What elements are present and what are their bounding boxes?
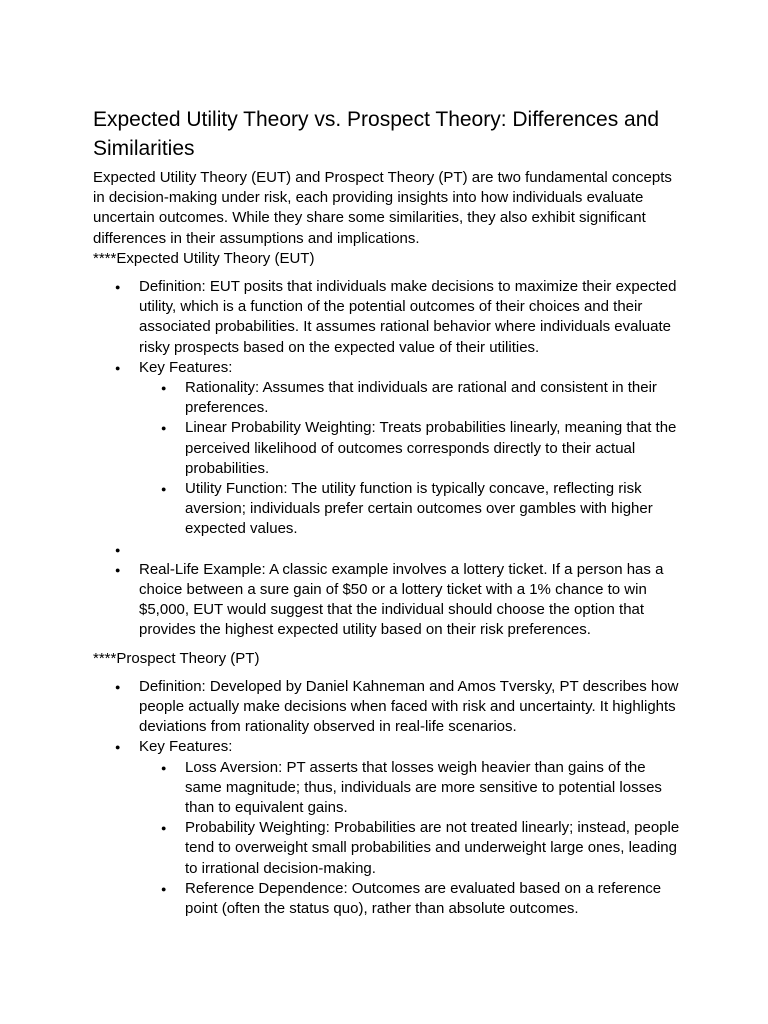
pt-feature-reference-dependence: ● Reference Dependence: Outcomes are evaluated based on a reference point (often the status quo), rather than absolute outcomes.	[139, 879, 683, 919]
eut-features-list	[139, 378, 683, 540]
eut-list	[93, 277, 683, 641]
intro-paragraph: Expected Utility Theory (EUT) and Prospect Theory (PT) are two fundamental concepts in decision-making under risk, each providing insights into how individuals evaluate uncertain outcomes. While they share some similarities, they also exhibit significant differences in their assumptions and implications.	[93, 169, 672, 247]
eut-key-features-label: Key Features:	[139, 358, 233, 376]
pt-key-features-label: Key Features:	[139, 738, 233, 756]
pt-definition: ● Definition: Developed by Daniel Kahneman and Amos Tversky, PT describes how people actually make decisions when faced with risk and uncertainty. It highlights deviations from rationality observed in real-life scenarios.	[93, 677, 683, 738]
eut-feature-rationality: ● Rationality: Assumes that individuals are rational and consistent in their preferences.	[139, 378, 683, 418]
pt-heading: ****Prospect Theory (PT)	[93, 649, 260, 667]
pt-feature-probability-weighting: ● Probability Weighting: Probabilities are not treated linearly; instead, people tend to overweight small probabilities and underweight large ones, leading to irrational decision-making.	[139, 818, 683, 879]
eut-definition: ● Definition: EUT posits that individuals make decisions to maximize their expected utility, which is a function of the potential outcomes of their choices and their associated probabilities. It assumes rational behavior where individuals evaluate risky prospects based on the expected value of their utilities.	[93, 277, 683, 358]
eut-example: ● Real-Life Example: A classic example involves a lottery ticket. If a person has a choice between a sure gain of $50 or a lottery ticket with a 1% chance to win $5,000, EUT would suggest that the individual should choose the option that provides the highest expected utility based on their risk preferences.	[93, 560, 683, 641]
eut-heading: ****Expected Utility Theory (EUT)	[93, 249, 315, 267]
pt-features-list	[139, 758, 683, 920]
pt-list	[93, 677, 683, 919]
document-title: Expected Utility Theory vs. Prospect Theory: Differences and Similarities	[93, 108, 660, 160]
eut-feature-utility-function: ● Utility Function: The utility function is typically concave, reflecting risk aversion; individuals prefer certain outcomes over gambles with higher expected values.	[139, 479, 683, 540]
document-page	[93, 105, 683, 919]
pt-key-features	[93, 737, 683, 919]
eut-key-features	[93, 358, 683, 540]
pt-feature-loss-aversion: ● Loss Aversion: PT asserts that losses weigh heavier than gains of the same magnitude; thus, individuals are more sensitive to potential losses than to equivalent gains.	[139, 758, 683, 819]
eut-feature-linear-probability: ● Linear Probability Weighting: Treats probabilities linearly, meaning that the perceived likelihood of outcomes corresponds directly to their actual probabilities.	[139, 418, 683, 479]
empty-list-item	[93, 540, 683, 560]
